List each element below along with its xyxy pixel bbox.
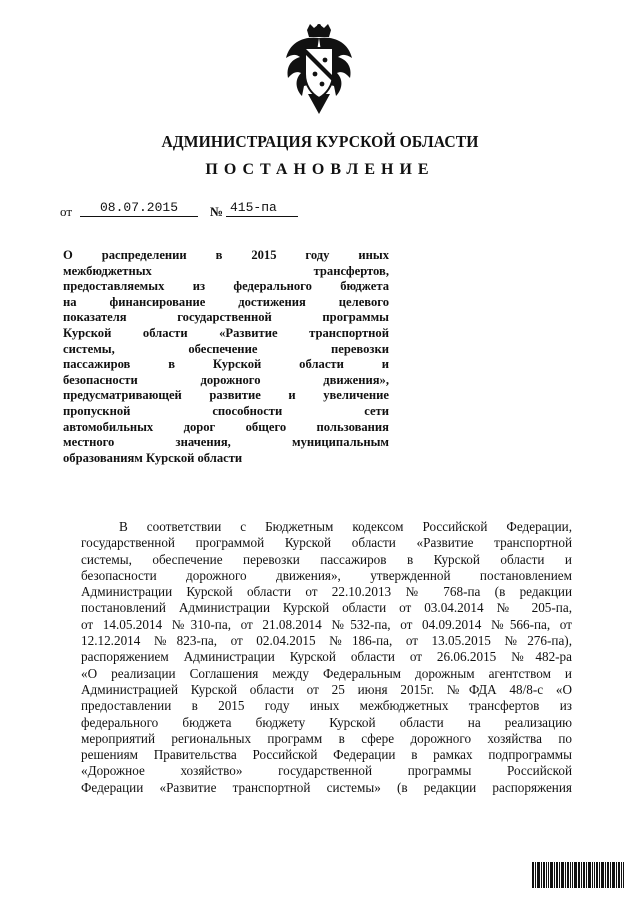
body-line: «Дорожное хозяйство» государственной программы Российской [81,763,572,779]
subject-line: показателя государственной программы [63,310,389,325]
document-body [81,519,572,796]
body-line: системы, обеспечение перевозки пассажиров в Курской области и [81,551,572,567]
coat-of-arms-icon [282,24,356,116]
subject-line: предоставляемых из федерального бюджета [63,279,389,294]
body-line: постановлений Администрации Курской области от 03.04.2014 № 205-па, [81,600,572,616]
subject-line: межбюджетных трансфертов, [63,263,389,278]
subject-line: на финансирование достижения целевого [63,294,389,309]
body-line: «О реализации Соглашения между Федеральным дорожным агентством и [81,665,572,681]
body-line: Администрацией Курской области от 25 июня 2015г. №ФДА 48/8-с «О [81,681,572,697]
number-label: № [210,204,224,219]
subject-line: местного значения, муниципальным [63,435,389,450]
document-date: 08.07.2015 [80,200,198,217]
subject-line: предусматривающей развитие и увеличение [63,388,389,403]
subject-line: системы, обеспечение перевозки [63,341,389,356]
body-line: безопасности дорожного движения», утвержденной постановлением [81,567,572,583]
subject-line: Курской области «Развитие транспортной [63,325,389,340]
body-line: 12.12.2014 №823-па, от 02.04.2015 №186-па, от 13.05.2015 №276-па), [81,633,572,649]
body-line: В соответствии с Бюджетным кодексом Российской Федерации, [119,519,572,534]
body-line: Администрации Курской области от 22.10.2013 № 768-па (в редакции [81,584,572,600]
organization-title: АДМИНИСТРАЦИЯ КУРСКОЙ ОБЛАСТИ [161,132,479,151]
document-type-heading: ПОСТАНОВЛЕНИЕ [205,161,435,178]
subject-line: О распределении в 2015 году иных [63,248,389,262]
body-line: распоряжением Администрации Курской области от 26.06.2015 №482-ра [81,649,572,665]
subject-line: пропускной способности сети [63,403,389,418]
subject-line: пассажиров в Курской области и [63,357,389,372]
subject-line: автомобильных дорог общего пользования [63,419,389,434]
body-line: Федерации «Развитие транспортной системы» (в редакции распоряжения [81,779,572,795]
subject-line: безопасности дорожного движения», [63,372,389,387]
document-number: 415-па [226,200,298,217]
body-line: от 14.05.2014 №310-па, от 21.08.2014 №532-па, от 04.09.2014 №566-па, от [81,616,572,632]
document-reference [60,200,360,218]
body-line: федерального бюджета бюджету Курской области на реализацию [81,714,572,730]
barcode-icon [532,862,624,888]
document-subject [63,248,389,466]
body-line: государственной программой Курской области «Развитие транспортной [81,535,572,551]
body-line: предоставлении в 2015 году иных межбюджетных трансфертов из [81,698,572,714]
body-line: решениям Правительства Российской Федерации в рамках подпрограммы [81,747,572,763]
body-line: мероприятий региональных программ в сфере дорожного хозяйства по [81,730,572,746]
subject-line: образованиям Курской области [63,450,243,465]
date-label: от [60,204,73,219]
